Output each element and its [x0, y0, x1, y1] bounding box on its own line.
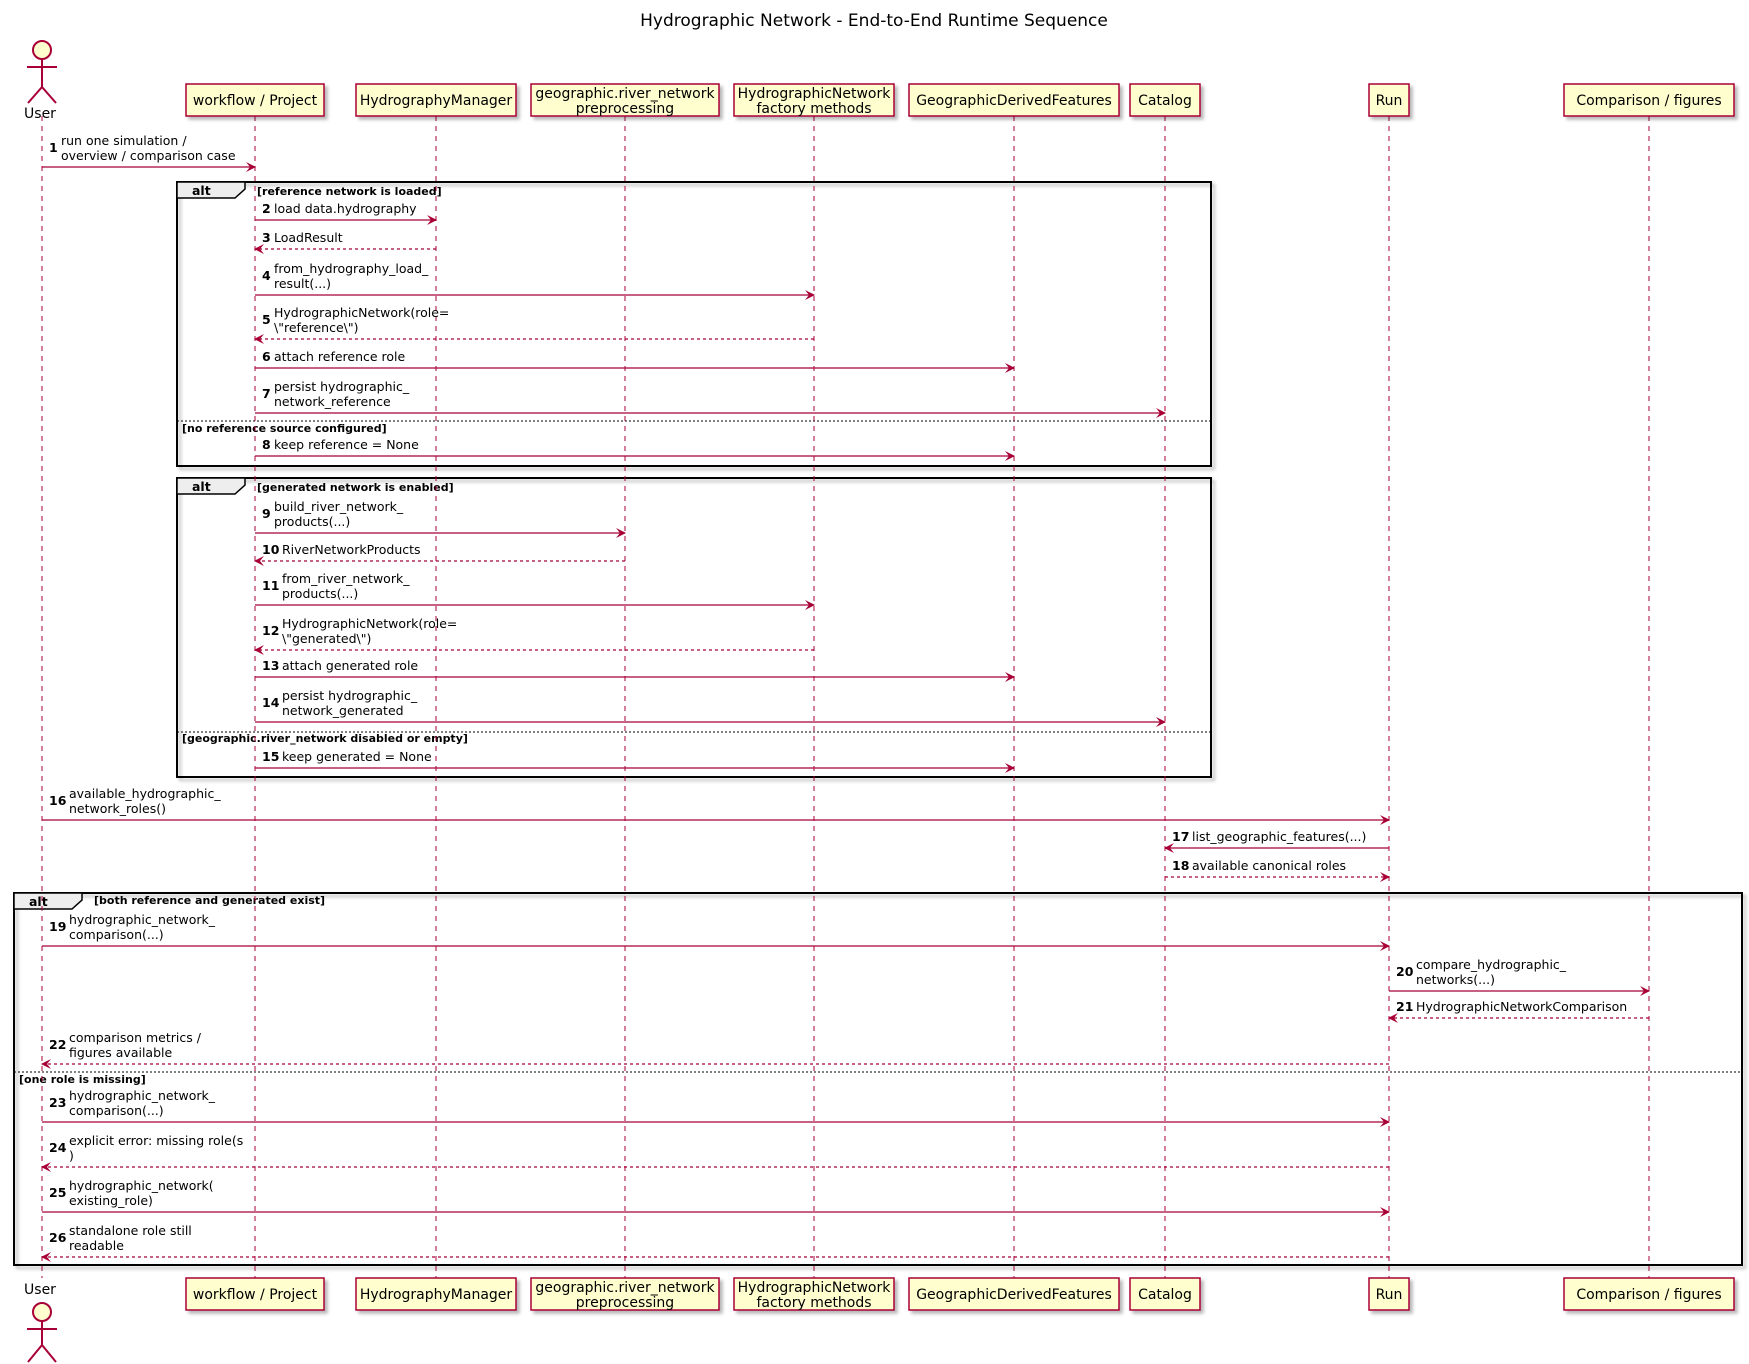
message-label: )	[69, 1148, 74, 1163]
message-label: network_roles()	[69, 801, 166, 816]
diagram-title: Hydrographic Network - End-to-End Runtime Sequence	[640, 11, 1108, 31]
alt-frame-keyword: alt	[192, 479, 211, 494]
message-8	[255, 437, 1014, 456]
message-1	[42, 133, 255, 167]
participant-label: workflow / Project	[192, 93, 318, 109]
message-label: figures available	[69, 1045, 173, 1060]
message-label: HydrographicNetworkComparison	[1416, 999, 1628, 1014]
participant-bottom-workflow	[186, 1278, 324, 1310]
participant-label: Comparison / figures	[1576, 1287, 1722, 1303]
participant-bottom-catalog	[1130, 1278, 1200, 1310]
message-25	[42, 1178, 1389, 1212]
participant-bottom-derived	[909, 1278, 1119, 1310]
participant-bottom-figures	[1564, 1278, 1734, 1310]
participant-label: HydrographicNetwork	[737, 1280, 891, 1296]
message-number: 2	[262, 201, 271, 216]
message-label: persist hydrographic_	[282, 688, 418, 703]
participant-bottom-manager	[356, 1278, 516, 1310]
message-label: \"reference\")	[274, 320, 359, 335]
message-number: 3	[262, 230, 271, 245]
message-7	[255, 379, 1165, 413]
message-number: 24	[49, 1140, 67, 1155]
message-21	[1389, 999, 1649, 1018]
participant-top-user	[24, 41, 57, 122]
message-label: overview / comparison case	[61, 148, 236, 163]
message-number: 4	[262, 268, 271, 283]
message-number: 12	[262, 623, 280, 638]
participant-label: HydrographyManager	[359, 1287, 513, 1303]
message-number: 11	[262, 578, 280, 593]
message-18	[1165, 858, 1389, 877]
message-number: 9	[262, 506, 271, 521]
message-label: comparison metrics /	[69, 1030, 201, 1045]
message-number: 6	[262, 349, 271, 364]
alt-frame-keyword: alt	[29, 894, 48, 909]
alt-frame	[14, 893, 1742, 1265]
message-label: run one simulation /	[61, 133, 187, 148]
message-label: existing_role)	[69, 1193, 153, 1208]
participant-label: preprocessing	[575, 1295, 675, 1311]
message-24	[42, 1133, 1389, 1167]
message-22	[42, 1030, 1389, 1064]
message-label: compare_hydrographic_	[1416, 957, 1567, 972]
message-number: 1	[49, 140, 58, 155]
message-number: 20	[1396, 964, 1414, 979]
message-23	[42, 1088, 1389, 1122]
message-label: from_hydrography_load_	[274, 261, 429, 276]
message-3	[255, 230, 436, 249]
participant-label: User	[24, 1282, 56, 1298]
actor-icon	[27, 41, 57, 103]
alt-guard-label: [reference network is loaded]	[257, 185, 442, 198]
message-label: RiverNetworkProducts	[282, 542, 421, 557]
participant-top-run	[1369, 84, 1409, 116]
message-number: 25	[49, 1185, 67, 1200]
message-label: hydrographic_network_	[69, 1088, 215, 1103]
message-2	[255, 201, 436, 220]
message-number: 19	[49, 919, 67, 934]
participant-label: Catalog	[1138, 93, 1192, 109]
participant-label: geographic.river_network	[535, 86, 715, 102]
participant-label: geographic.river_network	[535, 1280, 715, 1296]
participant-label: Run	[1375, 1287, 1403, 1303]
message-number: 8	[262, 437, 271, 452]
message-19	[42, 912, 1389, 946]
message-12	[255, 616, 814, 650]
message-label: products(...)	[282, 586, 359, 601]
participant-label: GeographicDerivedFeatures	[916, 1287, 1112, 1303]
message-number: 14	[262, 695, 280, 710]
participant-label: Run	[1375, 93, 1403, 109]
participant-top-preproc	[531, 84, 719, 117]
participant-label: HydrographicNetwork	[737, 86, 891, 102]
participant-top-derived	[909, 84, 1119, 116]
participant-label: factory methods	[756, 1295, 872, 1311]
participant-label: workflow / Project	[192, 1287, 318, 1303]
message-label: comparison(...)	[69, 927, 164, 942]
message-label: build_river_network_	[274, 499, 404, 514]
message-number: 10	[262, 542, 280, 557]
message-label: explicit error: missing role(s	[69, 1133, 244, 1148]
message-label: load data.hydrography	[274, 201, 417, 216]
participant-top-workflow	[186, 84, 324, 116]
participant-bottom-run	[1369, 1278, 1409, 1310]
message-number: 21	[1396, 999, 1414, 1014]
message-label: HydrographicNetwork(role=	[274, 305, 450, 320]
message-number: 22	[49, 1037, 67, 1052]
participant-bottom-preproc	[531, 1278, 719, 1311]
participant-bottom-factory	[734, 1278, 894, 1311]
message-14	[255, 688, 1165, 722]
message-number: 17	[1172, 829, 1190, 844]
message-label: attach generated role	[282, 658, 419, 673]
message-number: 15	[262, 749, 280, 764]
participant-label: User	[24, 106, 56, 122]
participant-label: Comparison / figures	[1576, 93, 1722, 109]
actor-icon	[27, 1303, 57, 1362]
message-16	[42, 786, 1389, 820]
message-label: standalone role still	[69, 1223, 192, 1238]
message-5	[255, 305, 814, 339]
message-label: LoadResult	[274, 230, 343, 245]
message-4	[255, 261, 814, 295]
message-20	[1389, 957, 1649, 991]
participant-label: Catalog	[1138, 1287, 1192, 1303]
alt-guard-label: [generated network is enabled]	[257, 481, 454, 494]
alt-frame-keyword: alt	[192, 183, 211, 198]
message-number: 13	[262, 658, 280, 673]
message-number: 5	[262, 312, 271, 327]
message-number: 7	[262, 386, 271, 401]
message-label: keep reference = None	[274, 437, 419, 452]
message-9	[255, 499, 625, 533]
message-number: 23	[49, 1095, 67, 1110]
message-13	[255, 658, 1014, 677]
participant-top-figures	[1564, 84, 1734, 116]
participant-label: HydrographyManager	[359, 93, 513, 109]
participant-label: factory methods	[756, 101, 872, 117]
message-15	[255, 749, 1014, 768]
message-label: keep generated = None	[282, 749, 432, 764]
message-label: readable	[69, 1238, 124, 1253]
message-label: from_river_network_	[282, 571, 410, 586]
participant-top-factory	[734, 84, 894, 117]
message-label: network_generated	[282, 703, 404, 718]
message-label: HydrographicNetwork(role=	[282, 616, 458, 631]
message-17	[1165, 829, 1389, 848]
participant-label: preprocessing	[575, 101, 675, 117]
participant-label: GeographicDerivedFeatures	[916, 93, 1112, 109]
message-label: available_hydrographic_	[69, 786, 221, 801]
message-6	[255, 349, 1014, 368]
message-label: hydrographic_network(	[69, 1178, 214, 1193]
message-26	[42, 1223, 1389, 1257]
message-number: 18	[1172, 858, 1190, 873]
message-number: 16	[49, 793, 67, 808]
message-label: hydrographic_network_	[69, 912, 215, 927]
message-label: available canonical roles	[1192, 858, 1347, 873]
message-label: products(...)	[274, 514, 351, 529]
participant-top-catalog	[1130, 84, 1200, 116]
message-label: attach reference role	[274, 349, 406, 364]
message-10	[255, 542, 625, 561]
alt-guard-label: [both reference and generated exist]	[94, 894, 326, 907]
message-label: persist hydrographic_	[274, 379, 410, 394]
alt-guard-label: [geographic.river_network disabled or empty]	[182, 732, 468, 745]
message-label: \"generated\")	[282, 631, 372, 646]
message-label: result(...)	[274, 276, 332, 291]
message-11	[255, 571, 814, 605]
participant-bottom-user	[24, 1282, 57, 1362]
message-label: comparison(...)	[69, 1103, 164, 1118]
message-number: 26	[49, 1230, 67, 1245]
participant-top-manager	[356, 84, 516, 116]
message-label: networks(...)	[1416, 972, 1495, 987]
alt-guard-label: [one role is missing]	[19, 1073, 146, 1086]
message-label: network_reference	[274, 394, 391, 409]
alt-guard-label: [no reference source configured]	[182, 422, 387, 435]
message-label: list_geographic_features(...)	[1192, 829, 1367, 844]
